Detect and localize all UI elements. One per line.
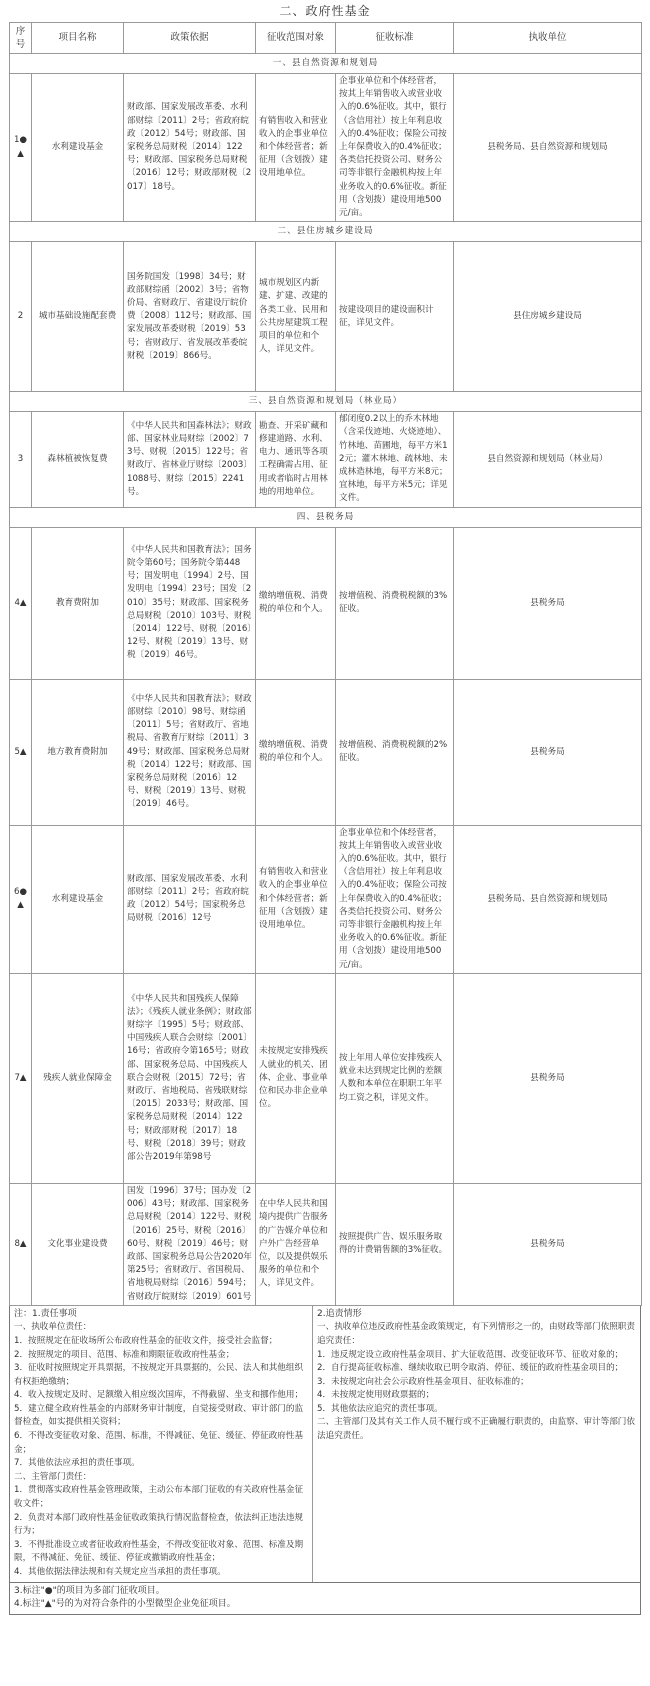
note-line: 1．按照规定在征收场所公布政府性基金的征收文件，接受社会监督； (14, 1335, 278, 1346)
cell-seq: 1●▲ (10, 74, 32, 222)
note-line: 2．自行提高征收标准、继续收取已明令取消、停征、缓征的政府性基金项目的； (317, 1363, 624, 1374)
cell-basis: 财政部、国家发展改革委、水利部财综〔2011〕2号；省政府皖政〔2012〕54号；国家税务总局财税〔2016〕12号 (124, 825, 256, 973)
cell-seq: 8▲ (10, 1183, 32, 1305)
cell-seq: 6●▲ (10, 825, 32, 973)
cell-unit: 县税务局、县自然资源和规划局 (454, 74, 642, 222)
section-row (10, 392, 642, 412)
note-line: 一、执收单位违反政府性基金政策规定，有下列情形之一的，由财政等部门依照职责追究责任： (317, 1322, 635, 1346)
cell-unit: 县自然资源和规划局（林业局） (454, 412, 642, 507)
page (9, 0, 641, 1615)
notes-left-heading: 注：1.责任事项 (14, 1308, 77, 1319)
cell-standard: 按增值税、消费税税额的2%征收。 (336, 679, 454, 825)
note-line: 二、主管部门责任： (14, 1471, 92, 1482)
cell-unit: 县税务局 (454, 527, 642, 679)
section-row (10, 54, 642, 74)
cell-basis: 国发〔1996〕37号；国办发〔2006〕43号；财政部、国家税务总局财税〔2014〕122号、财税〔2016〕25号、财税〔2016〕60号、财税〔2019〕46号；财政部、国家税务总局公告2020年第25号；省财政厅、省国税局、省地税局财综〔2016〕594号；省财政厅皖财综〔2019〕601号 (124, 1183, 256, 1305)
table-row (10, 527, 642, 679)
note-line: 4．其他依据法律法规和有关规定应当承担的责任事项。 (14, 1567, 226, 1577)
table-row (10, 242, 642, 392)
cell-standard: 按上年用人单位安排残疾人就业未达到规定比例的差额人数和本单位在职职工年平均工资之积，详见文件。 (336, 973, 454, 1183)
table-row (10, 1183, 642, 1305)
cell-scope: 缴纳增值税、消费税的单位和个人。 (256, 527, 336, 679)
notes (9, 1306, 641, 1583)
header-seq: 序号 (10, 23, 32, 54)
header-standard: 征收标准 (336, 23, 454, 54)
cell-scope: 有销售收入和营业收入的企事业单位和个体经营者；新征用（含划拨）建设用地单位。 (256, 825, 336, 973)
section-title: 四、县税务局 (10, 507, 642, 527)
note-line: 5．建立健全政府性基金的内部财务审计制度，自觉接受财政、审计部门的监督检查，如实提供相关资料； (14, 1403, 304, 1428)
cell-unit: 县税务局 (454, 973, 642, 1183)
header-unit: 执收单位 (454, 23, 642, 54)
notes-right-heading: 2.追责情形 (317, 1308, 362, 1319)
cell-name: 水利建设基金 (32, 74, 124, 222)
table-row (10, 973, 642, 1183)
header-name: 项目名称 (32, 23, 124, 54)
note-line: 4．收入按规定及时、足额缴入相应级次国库，不得截留、坐支和挪作他用； (14, 1390, 304, 1401)
cell-name: 地方教育费附加 (32, 679, 124, 825)
section-title: 一、县自然资源和规划局 (10, 54, 642, 74)
cell-standard: 按建设项目的建设面积计征，详见文件。 (336, 242, 454, 392)
cell-unit: 县税务局 (454, 1183, 642, 1305)
note-line: 7．其他依法应承担的责任事项。 (14, 1458, 140, 1469)
note-line: 3．征收时按照规定开具票据，不按规定开具票据的，公民、法人和其他组织有权拒绝缴纳； (14, 1363, 304, 1387)
cell-scope: 城市规划区内新建、扩建、改建的各类工业、民用和公共房屋建筑工程项目的单位和个人，详见文件。 (256, 242, 336, 392)
cell-basis: 《中华人民共和国教育法》；国务院令第60号；国务院令第448号；国发明电〔1994〕2号、国发明电〔1994〕23号；国发〔2010〕35号；财政部、国家税务总局财税〔2010〕103号、财税〔2014〕122号、财税〔2016〕12号、财税〔2019〕13号、财税〔2019〕46号。 (124, 527, 256, 679)
note-line: 一、执收单位责任： (14, 1322, 92, 1333)
cell-standard: 按照提供广告、娱乐服务取得的计费销售额的3%征收。 (336, 1183, 454, 1305)
header-scope: 征收范围对象 (256, 23, 336, 54)
table-row (10, 412, 642, 507)
cell-name: 残疾人就业保障金 (32, 973, 124, 1183)
footer-note: 4.标注"▲"号的为对符合条件的小型微型企业免征项目。 (14, 1599, 236, 1610)
footer-notes (9, 1583, 641, 1615)
cell-name: 文化事业建设费 (32, 1183, 124, 1305)
table-row (10, 679, 642, 825)
cell-unit: 县税务局、县自然资源和规划局 (454, 825, 642, 973)
cell-seq: 7▲ (10, 973, 32, 1183)
cell-name: 教育费附加 (32, 527, 124, 679)
cell-basis: 《中华人民共和国教育法》；财政部财综〔2010〕98号、财综函〔2011〕5号；省财政厅、省地税局、省教育厅财综〔2011〕349号；财政部、国家税务总局财税〔2014〕122号；财政部、国家税务总局财税〔2016〕12号、财税〔2019〕13号、财税〔2019〕46号。 (124, 679, 256, 825)
page-title: 二、政府性基金 (279, 4, 371, 18)
header-row (10, 23, 642, 54)
section-row (10, 507, 642, 527)
cell-scope: 有销售收入和营业收入的企事业单位和个体经营者；新征用（含划拨）建设用地单位。 (256, 74, 336, 222)
table-row (10, 74, 642, 222)
footer-note: 3.标注"●"的项目为多部门征收项目。 (14, 1585, 165, 1596)
cell-seq: 5▲ (10, 679, 32, 825)
cell-basis: 国务院国发〔1998〕34号；财政部财综函〔2002〕3号；省物价局、省财政厅、省建设厅皖价费〔2008〕112号；财政部、国家发展改革委财税〔2019〕53号；省财政厅、省发展改革委皖财税〔2019〕866号。 (124, 242, 256, 392)
cell-scope: 在中华人民共和国境内提供广告服务的广告媒介单位和户外广告经营单位，以及提供娱乐服务的单位和个人，详见文件。 (256, 1183, 336, 1305)
cell-basis: 《中华人民共和国残疾人保障法》；《残疾人就业条例》；财政部财综字〔1995〕5号；财政部、中国残疾人联合会财综〔2001〕16号；省政府令第165号；财政部、国家税务总局、中国残疾人联合会财税〔2015〕72号；省财政厅、省地税局、省残联财综〔2015〕2033号；财政部、国家税务总局财税〔2014〕122号；财政部财税〔2017〕18号、财税〔2018〕39号；财政部公告2019年第98号 (124, 973, 256, 1183)
table-row (10, 825, 642, 973)
cell-basis: 《中华人民共和国森林法》；财政部、国家林业局财综〔2002〕73号、财税〔2015〕122号；省财政厅、省林业厅财综〔2003〕1088号、财综〔2015〕2241号。 (124, 412, 256, 507)
section-title: 三、县自然资源和规划局（林业局） (10, 392, 642, 412)
note-line: 1．违反规定设立政府性基金项目、扩大征收范围、改变征收环节、征收对象的； (317, 1349, 624, 1360)
note-line: 2．负责对本部门政府性基金征收政策执行情况监督检查，依法纠正违法违规行为； (14, 1512, 304, 1537)
cell-name: 森林植被恢复费 (32, 412, 124, 507)
notes-accountability (313, 1306, 640, 1582)
header-basis: 政策依据 (124, 23, 256, 54)
cell-standard: 郁闭度0.2以上的乔木林地（含采伐迹地、火烧迹地）、竹林地、苗圃地，每平方米12元；灌木林地、疏林地、未成林造林地，每平方米8元；宜林地，每平方米5元；详见文件。 (336, 412, 454, 507)
cell-standard: 按增值税、消费税税额的3%征收。 (336, 527, 454, 679)
section-row (10, 222, 642, 242)
cell-seq: 4▲ (10, 527, 32, 679)
cell-unit: 县税务局 (454, 679, 642, 825)
note-line: 6．不得改变征收对象、范围、标准，不得减征、免征、缓征、停征政府性基金； (14, 1431, 304, 1455)
note-line: 二、主管部门及其有关工作人员不履行或不正确履行职责的，由监察、审计等部门依法追究责任。 (317, 1417, 635, 1442)
cell-scope: 缴纳增值税、消费税的单位和个人。 (256, 679, 336, 825)
note-line: 3．不得批准设立或者征收政府性基金，不得改变征收对象、范围、标准及期限，不得减征、免征、缓征、停征或撤销政府性基金； (14, 1539, 304, 1564)
note-line: 4．未按规定使用财政票据的； (317, 1390, 435, 1401)
cell-scope: 未按规定安排残疾人就业的机关、团体、企业、事业单位和民办非企业单位。 (256, 973, 336, 1183)
note-line: 1．贯彻落实政府性基金管理政策，主动公布本部门征收的有关政府性基金征收文件； (14, 1485, 304, 1510)
note-line: 5．其他依法应追究的责任事项。 (317, 1403, 443, 1414)
cell-unit: 县住房城乡建设局 (454, 242, 642, 392)
note-line: 2．按照规定的项目、范围、标准和期限征收政府性基金； (14, 1349, 235, 1360)
cell-seq: 3 (10, 412, 32, 507)
cell-seq: 2 (10, 242, 32, 392)
cell-name: 水利建设基金 (32, 825, 124, 973)
cell-name: 城市基础设施配套费 (32, 242, 124, 392)
section-title: 二、县住房城乡建设局 (10, 222, 642, 242)
cell-standard: 企事业单位和个体经营者，按其上年销售收入或营业收入的0.6%征收。其中，银行（含信用社）按上年利息收入的0.4%征收；保险公司按上年保费收入的0.4%征收；各类信托投资公司、财务公司等非银行金融机构按上年业务收入的0.6%征收。新征用（含划拨）建设用地500元/亩。 (336, 74, 454, 222)
fund-table (9, 22, 642, 1306)
notes-responsibilities (10, 1306, 313, 1582)
cell-scope: 勘查、开采矿藏和修建道路、水利、电力、通讯等各项工程确需占用、征用或者临时占用林地的用地单位。 (256, 412, 336, 507)
note-line: 3．未按规定向社会公示政府性基金项目、征收标准的； (317, 1376, 529, 1387)
cell-basis: 财政部、国家发展改革委、水利部财综〔2011〕2号；省政府皖政〔2012〕54号；财政部、国家税务总局财税〔2014〕122号；财政部、国家税务总局财税〔2016〕12号；财政部财税〔2017〕18号。 (124, 74, 256, 222)
cell-standard: 企事业单位和个体经营者，按其上年销售收入或营业收入的0.6%征收。其中，银行（含信用社）按上年利息收入的0.4%征收；保险公司按上年保费收入的0.4%征收；各类信托投资公司、财务公司等非银行金融机构按上年业务收入的0.6%征收。新征用（含划拨）建设用地500元/亩。 (336, 825, 454, 973)
